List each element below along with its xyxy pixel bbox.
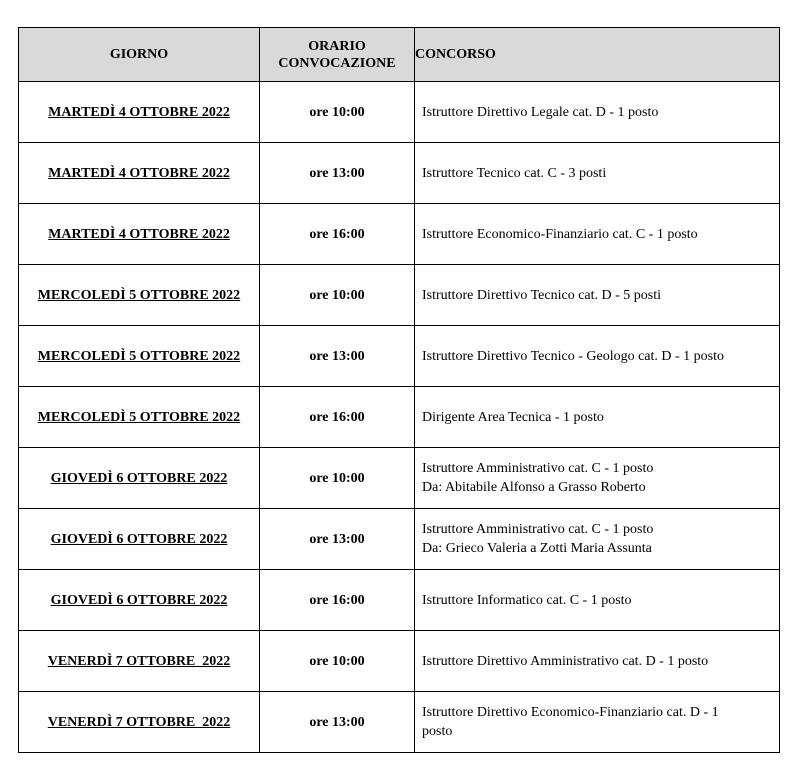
row-contest [415,143,780,204]
row-time: ore 10:00 [260,82,415,143]
contest-line: Da: Abitabile Alfonso a Grasso Roberto [422,480,646,495]
table-row [19,509,780,570]
header-time [260,28,415,82]
row-contest [415,448,780,509]
row-day: MERCOLEDÌ 5 OTTOBRE 2022 [19,387,260,448]
header-row [19,28,780,82]
row-contest [415,326,780,387]
table-row [19,448,780,509]
row-time: ore 13:00 [260,143,415,204]
header-time-line1: ORARIO [308,38,366,54]
schedule-table [18,27,780,753]
contest-line: posto [422,724,453,739]
row-contest [415,82,780,143]
table-row [19,631,780,692]
contest-line: Istruttore Direttivo Legale cat. D - 1 posto [422,104,659,120]
contest-line: Istruttore Amministrativo cat. C - 1 posto [422,522,654,537]
row-time: ore 13:00 [260,509,415,570]
contest-line: Istruttore Direttivo Tecnico - Geologo cat. D - 1 posto [422,348,725,364]
contest-line: Istruttore Direttivo Economico-Finanziario cat. D - 1 [422,705,719,720]
row-contest [415,204,780,265]
row-contest [415,631,780,692]
contest-line: Istruttore Informatico cat. C - 1 posto [422,592,632,608]
row-day: GIOVEDÌ 6 OTTOBRE 2022 [19,448,260,509]
contest-line: Da: Grieco Valeria a Zotti Maria Assunta [422,541,652,556]
row-day: MERCOLEDÌ 5 OTTOBRE 2022 [19,326,260,387]
table-row [19,143,780,204]
row-time: ore 13:00 [260,692,415,753]
row-contest [415,265,780,326]
table-row [19,326,780,387]
row-contest [415,509,780,570]
row-time: ore 13:00 [260,326,415,387]
contest-line: Istruttore Amministrativo cat. C - 1 posto [422,461,654,476]
table-row [19,82,780,143]
row-day: GIOVEDÌ 6 OTTOBRE 2022 [19,570,260,631]
table-row [19,265,780,326]
header-day: GIORNO [19,28,260,82]
row-day: MARTEDÌ 4 OTTOBRE 2022 [19,143,260,204]
row-day: GIOVEDÌ 6 OTTOBRE 2022 [19,509,260,570]
row-time: ore 10:00 [260,265,415,326]
table-row [19,692,780,753]
row-time: ore 16:00 [260,204,415,265]
table-row [19,387,780,448]
contest-line: Istruttore Economico-Finanziario cat. C - 1 posto [422,226,698,242]
contest-line: Istruttore Direttivo Amministrativo cat. D - 1 posto [422,653,709,669]
table-row [19,570,780,631]
row-time: ore 16:00 [260,387,415,448]
header-time-line2: CONVOCAZIONE [278,55,396,71]
row-time: ore 10:00 [260,631,415,692]
row-day: VENERDÌ 7 OTTOBRE 2022 [19,631,260,692]
row-day: MARTEDÌ 4 OTTOBRE 2022 [19,82,260,143]
row-day: MERCOLEDÌ 5 OTTOBRE 2022 [19,265,260,326]
row-contest [415,387,780,448]
contest-line: Istruttore Tecnico cat. C - 3 posti [422,165,607,181]
contest-line: Dirigente Area Tecnica - 1 posto [422,409,604,425]
table-row [19,204,780,265]
row-contest [415,692,780,753]
row-contest [415,570,780,631]
row-day: MARTEDÌ 4 OTTOBRE 2022 [19,204,260,265]
row-time: ore 10:00 [260,448,415,509]
row-day: VENERDÌ 7 OTTOBRE 2022 [19,692,260,753]
header-contest: CONCORSO [415,28,780,82]
contest-line: Istruttore Direttivo Tecnico cat. D - 5 posti [422,287,662,303]
row-time: ore 16:00 [260,570,415,631]
